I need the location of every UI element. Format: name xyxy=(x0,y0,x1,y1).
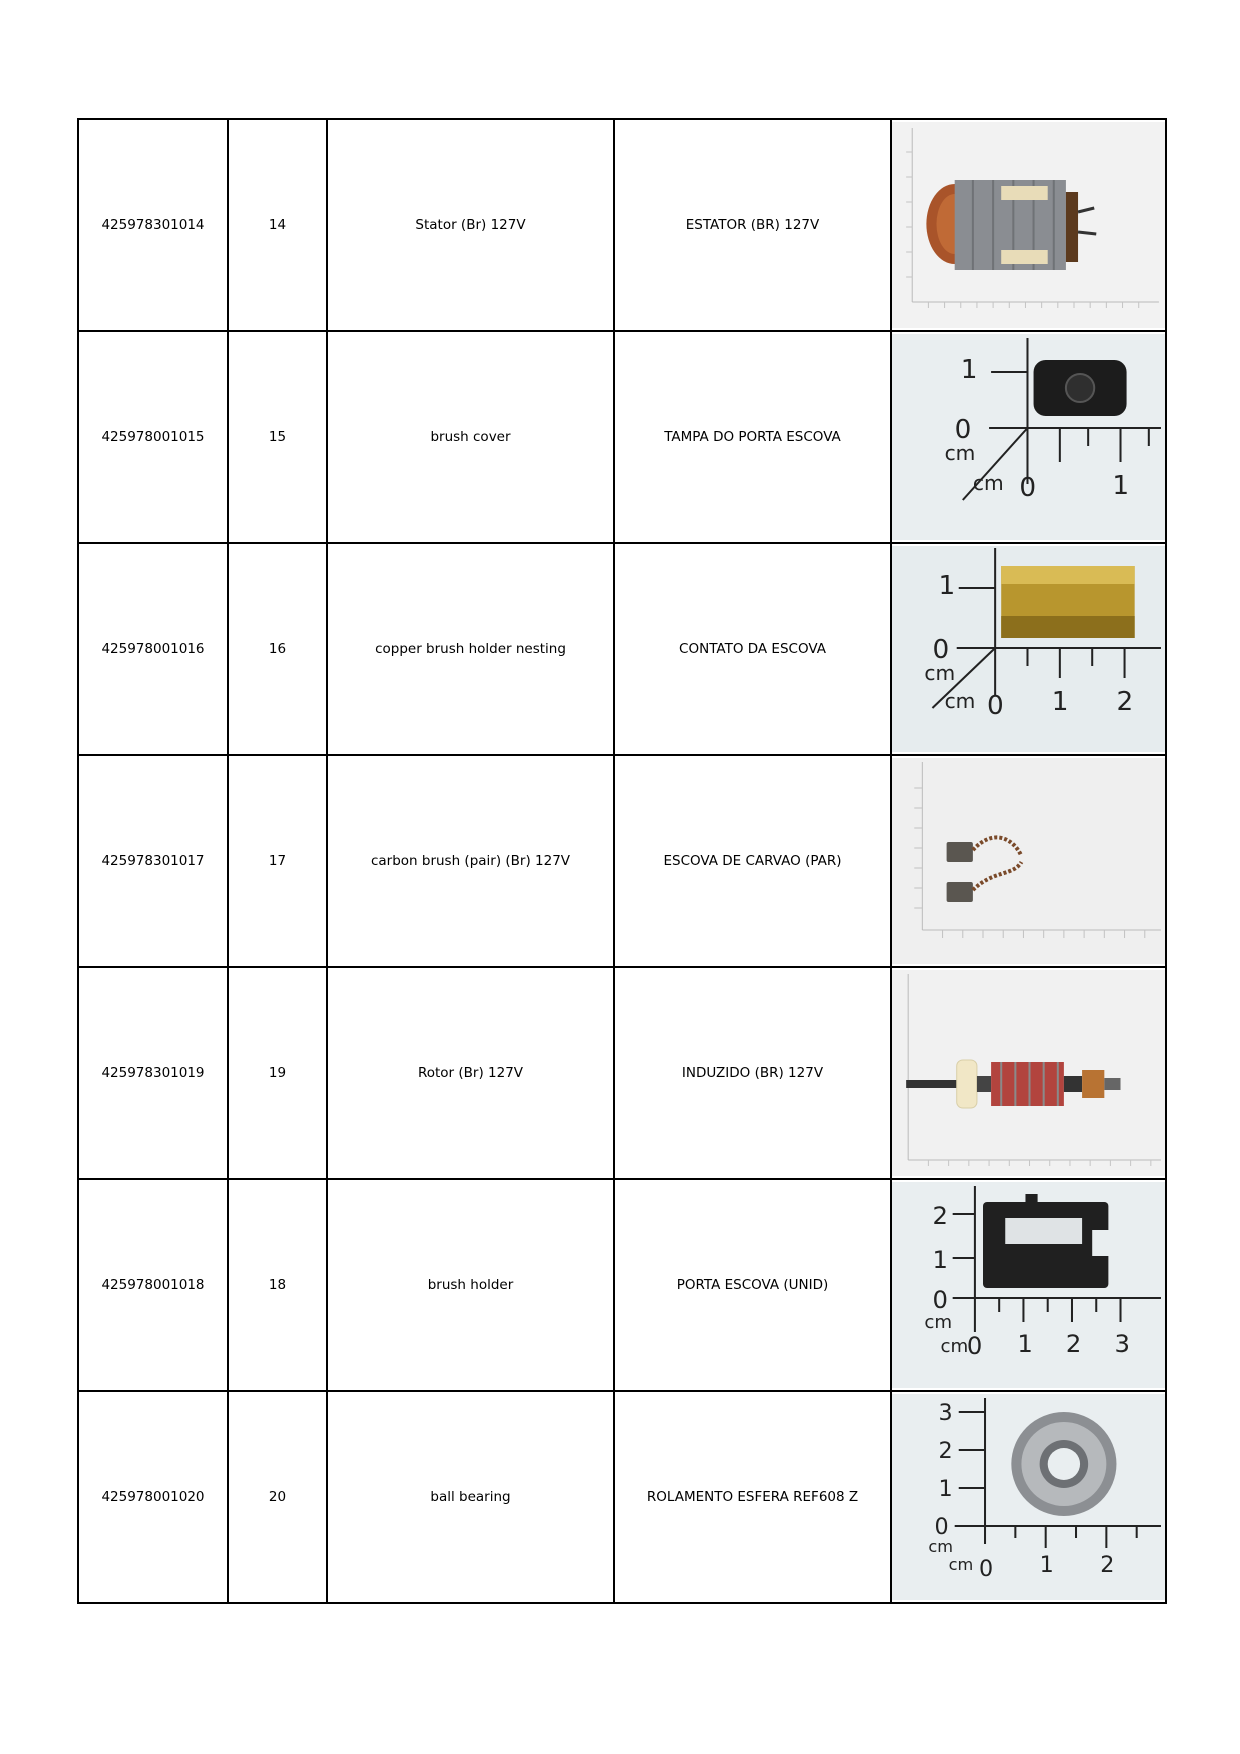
brush-holder-photo xyxy=(892,1182,1165,1388)
scale-label: 1 xyxy=(1112,471,1130,501)
table-row xyxy=(78,1179,1166,1391)
stator-photo xyxy=(892,122,1165,328)
scale-label: 0 xyxy=(978,1556,994,1582)
scale-label: 1 xyxy=(1039,1552,1054,1578)
part-photo-cell xyxy=(891,119,1166,331)
part-photo-cell xyxy=(891,331,1166,543)
table-row xyxy=(78,1391,1166,1603)
scale-label: 0 xyxy=(934,1514,949,1540)
part-name-english: Rotor (Br) 127V xyxy=(327,967,614,1179)
part-code: 425978301014 xyxy=(78,119,228,331)
part-name-portuguese: PORTA ESCOVA (UNID) xyxy=(614,1179,891,1391)
part-name-english: ball bearing xyxy=(327,1391,614,1603)
scale-label: 0 xyxy=(987,691,1004,721)
scale-label: 0 xyxy=(932,635,950,665)
scale-unit: cm xyxy=(944,689,976,713)
table-row xyxy=(78,967,1166,1179)
part-code: 425978301017 xyxy=(78,755,228,967)
scale-label: 3 xyxy=(1114,1330,1130,1358)
scale-label: 0 xyxy=(1019,473,1037,503)
part-position: 16 xyxy=(228,543,327,755)
part-name-portuguese: ROLAMENTO ESFERA REF608 Z xyxy=(614,1391,891,1603)
scale-label: 0 xyxy=(954,415,972,445)
part-name-english: Stator (Br) 127V xyxy=(327,119,614,331)
part-position: 15 xyxy=(228,331,327,543)
table-row xyxy=(78,119,1166,331)
scale-label: 2 xyxy=(1100,1552,1115,1578)
scale-unit: cm xyxy=(940,1336,969,1357)
scale-label: 1 xyxy=(1051,687,1069,717)
scale-unit: cm xyxy=(948,1555,974,1574)
scale-label: 1 xyxy=(1017,1330,1033,1358)
part-code: 425978001016 xyxy=(78,543,228,755)
scale-label: 2 xyxy=(932,1202,948,1230)
part-code: 425978001018 xyxy=(78,1179,228,1391)
scale-unit: cm xyxy=(944,441,976,465)
part-position: 19 xyxy=(228,967,327,1179)
part-name-portuguese: TAMPA DO PORTA ESCOVA xyxy=(614,331,891,543)
part-code: 425978001020 xyxy=(78,1391,228,1603)
scale-unit: cm xyxy=(972,471,1004,495)
part-name-portuguese: INDUZIDO (BR) 127V xyxy=(614,967,891,1179)
table-row xyxy=(78,331,1166,543)
part-name-portuguese: CONTATO DA ESCOVA xyxy=(614,543,891,755)
part-code: 425978001015 xyxy=(78,331,228,543)
part-name-english: copper brush holder nesting xyxy=(327,543,614,755)
part-name-portuguese: ESCOVA DE CARVAO (PAR) xyxy=(614,755,891,967)
brush-cover-photo xyxy=(892,334,1165,540)
parts-table xyxy=(77,118,1167,1604)
part-name-portuguese: ESTATOR (BR) 127V xyxy=(614,119,891,331)
scale-unit: cm xyxy=(924,1312,953,1333)
part-photo-cell xyxy=(891,543,1166,755)
scale-label: 3 xyxy=(938,1400,953,1426)
brush-contact-photo xyxy=(892,546,1165,752)
rotor-photo xyxy=(892,970,1165,1176)
part-position: 20 xyxy=(228,1391,327,1603)
part-position: 14 xyxy=(228,119,327,331)
scale-label: 1 xyxy=(960,355,978,385)
scale-label: 0 xyxy=(966,1332,983,1360)
table-row xyxy=(78,755,1166,967)
part-name-english: carbon brush (pair) (Br) 127V xyxy=(327,755,614,967)
scale-unit: cm xyxy=(928,1537,954,1556)
scale-unit: cm xyxy=(924,661,956,685)
part-photo-cell xyxy=(891,755,1166,967)
part-code: 425978301019 xyxy=(78,967,228,1179)
part-name-english: brush holder xyxy=(327,1179,614,1391)
scale-label: 1 xyxy=(932,1246,948,1274)
scale-label: 1 xyxy=(938,571,956,601)
scale-label: 0 xyxy=(932,1286,948,1314)
scale-label: 2 xyxy=(1065,1330,1082,1358)
scale-label: 1 xyxy=(938,1476,953,1502)
part-photo-cell xyxy=(891,1391,1166,1603)
scale-label: 2 xyxy=(938,1438,953,1464)
part-photo-cell xyxy=(891,967,1166,1179)
part-position: 17 xyxy=(228,755,327,967)
part-photo-cell xyxy=(891,1179,1166,1391)
part-name-english: brush cover xyxy=(327,331,614,543)
carbon-brush-photo xyxy=(892,758,1165,964)
table-row xyxy=(78,543,1166,755)
ball-bearing-photo xyxy=(892,1394,1165,1600)
scale-label: 2 xyxy=(1116,687,1134,717)
part-position: 18 xyxy=(228,1179,327,1391)
